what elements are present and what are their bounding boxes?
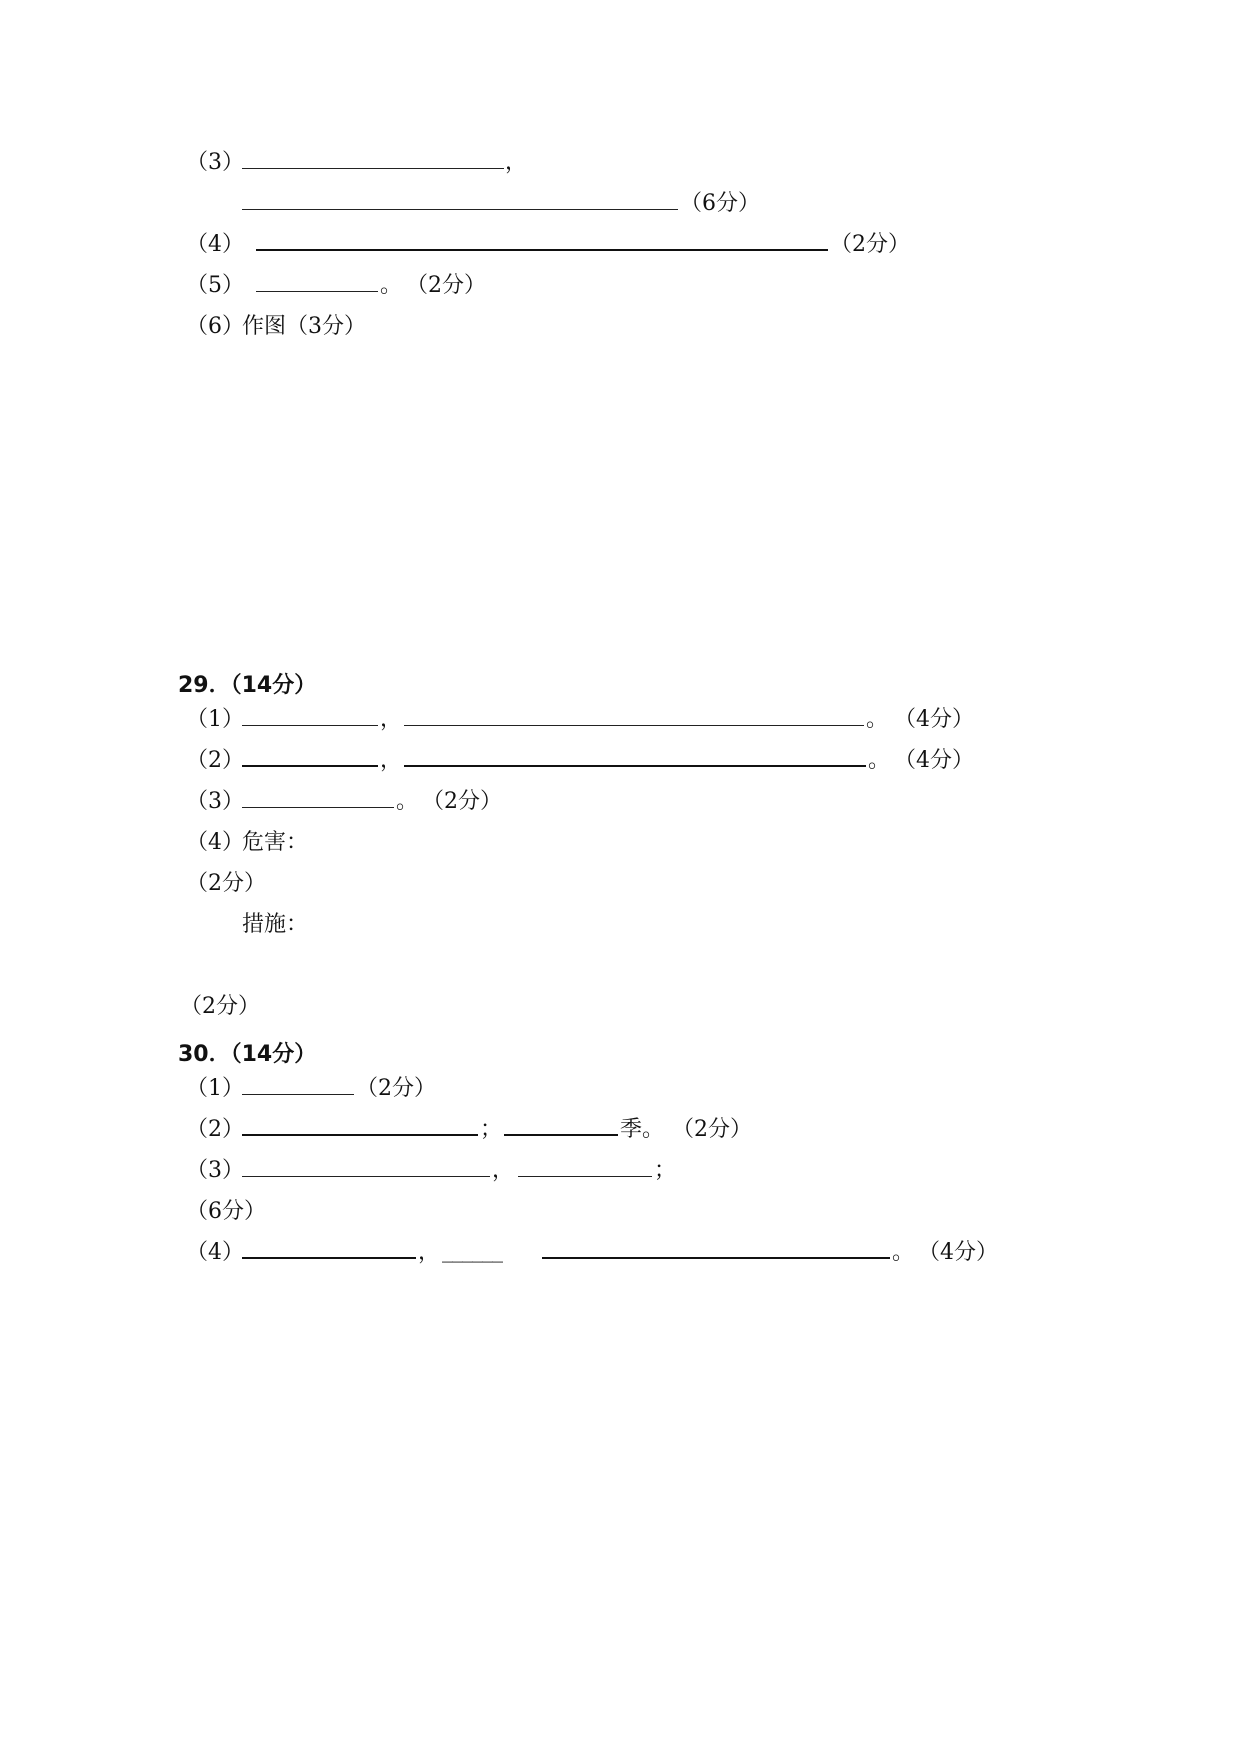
q29-1-blank-b[interactable] bbox=[404, 725, 864, 726]
q28-4-blank[interactable] bbox=[256, 249, 828, 251]
q28-6-line bbox=[0, 306, 1241, 346]
q28-4-score: （2分） bbox=[830, 232, 910, 257]
q30-3-line bbox=[0, 1150, 1241, 1190]
q30-1-number: （1） bbox=[186, 1076, 244, 1101]
q28-5-line bbox=[0, 265, 1241, 305]
q29-1-comma: ， bbox=[380, 707, 403, 732]
q30-2-season: 季。 bbox=[620, 1117, 665, 1142]
q28-5-number: （5） bbox=[186, 273, 244, 298]
q28-5-period: 。 bbox=[380, 273, 403, 298]
q29-1-score: （4分） bbox=[894, 707, 974, 732]
q30-3-comma: ， bbox=[492, 1158, 515, 1183]
q30-3-number: （3） bbox=[186, 1158, 244, 1183]
q30-4-period: 。 bbox=[892, 1240, 915, 1265]
q29-4-number: （4） bbox=[186, 830, 244, 855]
q30-2-number: （2） bbox=[186, 1117, 244, 1142]
q29-2-blank-a[interactable] bbox=[242, 765, 378, 767]
q30-4-score: （4分） bbox=[918, 1240, 998, 1265]
q28-3-line1 bbox=[0, 142, 1241, 182]
q28-3-blank-a[interactable] bbox=[242, 168, 504, 169]
q29-2-number: （2） bbox=[186, 748, 244, 773]
q30-title: 30．（14分） bbox=[178, 1042, 317, 1067]
q30-1-score: （2分） bbox=[356, 1076, 436, 1101]
q28-5-blank[interactable] bbox=[256, 291, 378, 292]
q28-4-line bbox=[0, 224, 1241, 264]
q28-6-text: 作图（3分） bbox=[242, 314, 366, 339]
q30-4-comma: ， bbox=[418, 1240, 441, 1265]
q30-1-line bbox=[0, 1068, 1241, 1108]
q28-4-number: （4） bbox=[186, 232, 244, 257]
q29-1-number: （1） bbox=[186, 707, 244, 732]
q29-3-period: 。 bbox=[396, 789, 419, 814]
q29-4-measure-label: 措施： bbox=[242, 912, 309, 937]
q30-4-line bbox=[0, 1232, 1241, 1272]
q29-2-period: 。 bbox=[868, 748, 891, 773]
q30-2-semicolon: ； bbox=[480, 1117, 503, 1142]
q28-3-comma: ， bbox=[505, 150, 528, 175]
q28-3-line2 bbox=[0, 183, 1241, 223]
q30-2-score: （2分） bbox=[672, 1117, 752, 1142]
q30-3-score: （6分） bbox=[186, 1199, 266, 1224]
q30-2-blank-b[interactable] bbox=[504, 1134, 618, 1136]
q30-3-blank-b[interactable] bbox=[518, 1176, 652, 1177]
q29-4-line bbox=[0, 822, 1241, 862]
q28-3-score: （6分） bbox=[680, 191, 760, 216]
q29-4-measure-line bbox=[0, 904, 1241, 944]
q30-3-blank-a[interactable] bbox=[242, 1176, 490, 1177]
q30-header bbox=[0, 1027, 1241, 1067]
q30-2-blank-a[interactable] bbox=[242, 1134, 478, 1136]
q29-2-comma: ， bbox=[380, 748, 403, 773]
q29-1-line bbox=[0, 699, 1241, 739]
q30-1-blank[interactable] bbox=[242, 1094, 354, 1095]
q29-4-score2-line bbox=[0, 986, 1241, 1026]
q30-4-blank-b[interactable] bbox=[542, 1257, 890, 1259]
q30-4-dashes: ______ bbox=[442, 1238, 502, 1263]
q29-2-score: （4分） bbox=[894, 748, 974, 773]
q29-4-score-2: （2分） bbox=[180, 994, 260, 1019]
q29-2-line bbox=[0, 740, 1241, 780]
q28-5-score: （2分） bbox=[406, 273, 486, 298]
q29-4-harm-label: 危害： bbox=[242, 830, 309, 855]
q29-header bbox=[0, 658, 1241, 698]
q29-3-score: （2分） bbox=[422, 789, 502, 814]
q28-3-number: （3） bbox=[186, 150, 244, 175]
q29-1-period: 。 bbox=[866, 707, 889, 732]
q28-6-number: （6） bbox=[186, 314, 244, 339]
q30-4-number: （4） bbox=[186, 1240, 244, 1265]
q29-1-blank-a[interactable] bbox=[242, 725, 378, 726]
q29-3-line bbox=[0, 781, 1241, 821]
q29-2-blank-b[interactable] bbox=[404, 765, 866, 767]
q30-2-line bbox=[0, 1109, 1241, 1149]
q29-4-score1-line bbox=[0, 863, 1241, 903]
q30-3-semicolon: ； bbox=[654, 1158, 677, 1183]
q29-title: 29．（14分） bbox=[178, 673, 317, 698]
q29-3-number: （3） bbox=[186, 789, 244, 814]
q30-4-blank-a[interactable] bbox=[242, 1257, 416, 1259]
q29-4-score-1: （2分） bbox=[186, 871, 266, 896]
q30-3-score-line bbox=[0, 1191, 1241, 1231]
q28-3-blank-b[interactable] bbox=[242, 209, 678, 210]
q29-3-blank[interactable] bbox=[242, 807, 394, 808]
